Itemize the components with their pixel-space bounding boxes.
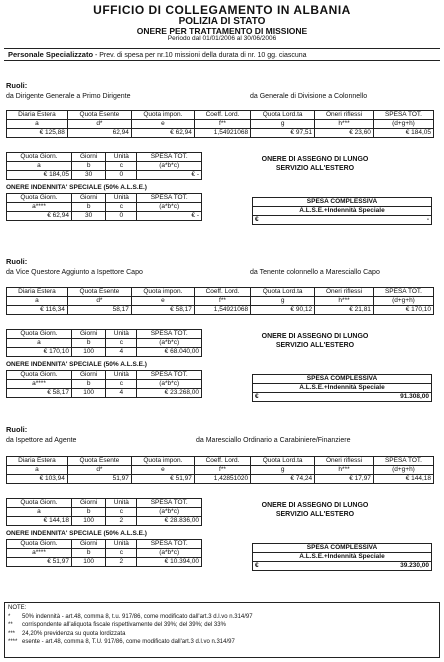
value-cell: € 28.836,00 bbox=[137, 517, 202, 526]
col-code: c bbox=[106, 203, 137, 212]
main-code-row bbox=[7, 297, 434, 306]
col-code: e bbox=[131, 120, 194, 129]
col-header: Unità bbox=[106, 499, 137, 508]
value-cell: € 17,97 bbox=[315, 475, 374, 484]
col-code: h*** bbox=[315, 466, 374, 475]
col-header: Giorni bbox=[71, 194, 105, 203]
ind-value-row bbox=[7, 212, 202, 221]
col-header: Coeff. Lord. bbox=[194, 457, 250, 466]
col-code: g bbox=[251, 466, 315, 475]
col-header: SPESA TOT. bbox=[373, 288, 433, 297]
total-subtitle: A.L.S.E.+Indennità Speciale bbox=[253, 384, 432, 393]
main-value-row bbox=[7, 129, 434, 138]
indennita-table bbox=[6, 539, 202, 567]
col-header: Quota Giorn. bbox=[7, 330, 72, 339]
col-header: Diaria Estera bbox=[7, 111, 68, 120]
office-title: UFFICIO DI COLLEGAMENTO IN ALBANIA bbox=[93, 3, 351, 17]
value-cell: € 116,34 bbox=[7, 306, 68, 315]
col-header: SPESA TOT. bbox=[373, 457, 433, 466]
onere-line: ONERE DI ASSEGNO DI LUNGO bbox=[261, 156, 369, 163]
alse-value-row bbox=[7, 171, 202, 180]
main-table bbox=[6, 287, 434, 315]
col-code: e bbox=[131, 466, 194, 475]
col-code: b bbox=[71, 549, 105, 558]
alse-header-row bbox=[7, 153, 202, 162]
value-cell: € 184,05 bbox=[373, 129, 433, 138]
total-value: € - bbox=[253, 216, 432, 225]
col-header: Quota Esente bbox=[67, 288, 131, 297]
value-cell: 4 bbox=[106, 389, 137, 398]
col-header: Unità bbox=[106, 153, 137, 162]
section-from-rank: da Dirigente Generale a Primo Dirigente bbox=[6, 93, 131, 100]
value-cell: € 74,24 bbox=[251, 475, 315, 484]
col-code: (d+g+h) bbox=[373, 120, 433, 129]
section-ruoli-label: Ruoli: bbox=[6, 81, 28, 90]
value-cell: € 170,10 bbox=[7, 348, 72, 357]
col-header: Giorni bbox=[71, 540, 105, 549]
section-to-rank: da Maresciallo Ordinario a Carabiniere/Finanziere bbox=[196, 437, 351, 444]
value-cell: € 58,17 bbox=[7, 389, 72, 398]
onere-line: ONERE DI ASSEGNO DI LUNGO bbox=[261, 333, 369, 340]
col-code: a bbox=[7, 120, 68, 129]
total-title-row bbox=[253, 544, 432, 553]
value-cell: € 62,94 bbox=[131, 129, 194, 138]
col-header: SPESA TOT. bbox=[137, 540, 202, 549]
total-value-row bbox=[253, 393, 432, 402]
onere-line: SERVIZIO ALL'ESTERO bbox=[275, 164, 355, 172]
value-cell: € 51,97 bbox=[131, 475, 194, 484]
col-code: e bbox=[131, 297, 194, 306]
col-header: Oneri riflessi bbox=[315, 288, 374, 297]
col-code: f** bbox=[194, 297, 250, 306]
col-code: d* bbox=[67, 466, 131, 475]
col-header: Giorni bbox=[71, 153, 105, 162]
col-code: a bbox=[7, 339, 72, 348]
onere-lungo-label bbox=[240, 333, 390, 351]
value-cell: 1,54921068 bbox=[194, 129, 250, 138]
value-cell: € - bbox=[137, 212, 202, 221]
col-code: d* bbox=[67, 120, 131, 129]
value-cell: € 144,18 bbox=[373, 475, 433, 484]
col-code: g bbox=[251, 120, 315, 129]
onere-lungo-label bbox=[240, 156, 390, 174]
col-code: a bbox=[7, 508, 72, 517]
col-header: Quota Giorn. bbox=[7, 499, 72, 508]
ind-code-row bbox=[7, 380, 202, 389]
ind-value-row bbox=[7, 389, 202, 398]
note-text: esente - art.48, comma 8, T.U. 917/86, come modificato dall'art.3 d.l.vo n.314/97 bbox=[22, 639, 235, 646]
note-line bbox=[8, 621, 436, 630]
ind-header-row bbox=[7, 540, 202, 549]
value-cell: € 62,94 bbox=[7, 212, 72, 221]
main-header-row bbox=[7, 457, 434, 466]
value-cell: 2 bbox=[106, 558, 137, 567]
note-mark: **** bbox=[8, 639, 18, 646]
value-cell: € 184,05 bbox=[7, 171, 72, 180]
col-header: Giorni bbox=[71, 330, 105, 339]
col-code: a bbox=[7, 297, 68, 306]
value-cell: € 103,94 bbox=[7, 475, 68, 484]
note-line bbox=[8, 638, 436, 647]
main-table bbox=[6, 456, 434, 484]
value-cell: € 125,88 bbox=[7, 129, 68, 138]
value-cell: 0 bbox=[106, 212, 137, 221]
col-header: Quota Lord.ta bbox=[251, 288, 315, 297]
value-cell: € 51,97 bbox=[7, 558, 72, 567]
main-header-row bbox=[7, 111, 434, 120]
col-header: Unità bbox=[106, 194, 137, 203]
col-header: Quota Giorn. bbox=[7, 540, 72, 549]
note-text: 24,20% previdenza su quota lordizzata bbox=[22, 630, 126, 637]
value-cell: 100 bbox=[71, 558, 105, 567]
col-code: (a*b*c) bbox=[137, 549, 202, 558]
note-mark: * bbox=[8, 613, 11, 620]
alse-table bbox=[6, 329, 202, 357]
ind-code-row bbox=[7, 203, 202, 212]
value-cell: 2 bbox=[106, 517, 137, 526]
col-code: c bbox=[106, 339, 137, 348]
col-code: c bbox=[106, 549, 137, 558]
main-value-row bbox=[7, 306, 434, 315]
total-value: € 91.308,00 bbox=[253, 393, 432, 402]
value-cell: 1,42851020 bbox=[194, 475, 250, 484]
col-code: (a*b*c) bbox=[137, 339, 202, 348]
value-cell: € 144,18 bbox=[7, 517, 72, 526]
col-header: Diaria Estera bbox=[7, 288, 68, 297]
col-header: Quota Giorn. bbox=[7, 194, 72, 203]
col-header: Quota Lord.ta bbox=[251, 457, 315, 466]
note-line bbox=[8, 630, 436, 639]
indennita-label: ONERE INDENNITA' SPECIALE (50% A.L.S.E.) bbox=[6, 184, 147, 191]
value-cell: 100 bbox=[71, 348, 105, 357]
total-title: SPESA COMPLESSIVA bbox=[253, 544, 432, 553]
note-mark: *** bbox=[8, 630, 16, 637]
total-sub-row bbox=[253, 207, 432, 216]
col-code: (d+g+h) bbox=[373, 297, 433, 306]
main-table bbox=[6, 110, 434, 138]
total-box bbox=[252, 543, 432, 571]
col-code: (a*b*c) bbox=[137, 203, 202, 212]
col-code: a bbox=[7, 162, 72, 171]
total-title: SPESA COMPLESSIVA bbox=[253, 198, 432, 207]
indennita-label: ONERE INDENNITA' SPECIALE (50% A.L.S.E.) bbox=[6, 361, 147, 368]
col-header: SPESA TOT. bbox=[137, 194, 202, 203]
col-code: f** bbox=[194, 466, 250, 475]
col-code: (a*b*c) bbox=[137, 162, 202, 171]
col-code: (a*b*c) bbox=[137, 380, 202, 389]
onere-line: ONERE DI ASSEGNO DI LUNGO bbox=[261, 502, 369, 509]
total-box bbox=[252, 197, 432, 225]
value-cell: € 170,10 bbox=[373, 306, 433, 315]
section-from-rank: da Vice Questore Aggiunto a Ispettore Capo bbox=[6, 269, 143, 276]
note-mark: ** bbox=[8, 622, 13, 629]
col-header: SPESA TOT. bbox=[137, 153, 202, 162]
col-header: Oneri riflessi bbox=[315, 111, 374, 120]
value-cell: 100 bbox=[71, 517, 105, 526]
col-code: a**** bbox=[7, 380, 72, 389]
personnel-label: Personale Specializzato bbox=[8, 49, 94, 59]
alse-value-row bbox=[7, 348, 202, 357]
col-code: b bbox=[71, 162, 105, 171]
value-cell: 30 bbox=[71, 212, 105, 221]
note-line bbox=[8, 613, 436, 622]
alse-code-row bbox=[7, 508, 202, 517]
col-header: Quota Lord.ta bbox=[251, 111, 315, 120]
col-header: Unità bbox=[106, 371, 137, 380]
total-box bbox=[252, 374, 432, 402]
col-header: Quota Giorn. bbox=[7, 371, 72, 380]
col-header: Coeff. Lord. bbox=[194, 288, 250, 297]
main-code-row bbox=[7, 466, 434, 475]
total-subtitle: A.L.S.E.+Indennità Speciale bbox=[253, 553, 432, 562]
value-cell: € 58,17 bbox=[131, 306, 194, 315]
col-code: b bbox=[71, 339, 105, 348]
col-code: b bbox=[71, 508, 105, 517]
col-header: Coeff. Lord. bbox=[194, 111, 250, 120]
value-cell: 4 bbox=[106, 348, 137, 357]
value-cell: 100 bbox=[71, 389, 105, 398]
section-from-rank: da Ispettore ad Agente bbox=[6, 437, 77, 444]
alse-header-row bbox=[7, 499, 202, 508]
section-to-rank: da Generale di Divisione a Colonnello bbox=[250, 93, 368, 100]
personnel-line bbox=[4, 48, 440, 61]
section-ruoli-label: Ruoli: bbox=[6, 257, 28, 266]
value-cell: 51,97 bbox=[67, 475, 131, 484]
col-code: c bbox=[106, 508, 137, 517]
alse-code-row bbox=[7, 162, 202, 171]
ind-value-row bbox=[7, 558, 202, 567]
value-cell: 1,54921068 bbox=[194, 306, 250, 315]
total-title-row bbox=[253, 198, 432, 207]
total-value-row bbox=[253, 562, 432, 571]
value-cell: € 10.394,00 bbox=[137, 558, 202, 567]
period-line: Periodo dal 01/01/2006 al 30/06/2006 bbox=[167, 35, 277, 43]
indennita-table bbox=[6, 193, 202, 221]
onere-lungo-label bbox=[240, 502, 390, 520]
value-cell: € 23.268,00 bbox=[137, 389, 202, 398]
main-header-row bbox=[7, 288, 434, 297]
col-header: Quota Esente bbox=[67, 111, 131, 120]
value-cell: € 23,60 bbox=[315, 129, 374, 138]
col-header: Oneri riflessi bbox=[315, 457, 374, 466]
col-code: a**** bbox=[7, 549, 72, 558]
col-code: a bbox=[7, 466, 68, 475]
alse-code-row bbox=[7, 339, 202, 348]
col-code: g bbox=[251, 297, 315, 306]
indennita-table bbox=[6, 370, 202, 398]
agency-name: POLIZIA DI STATO bbox=[178, 15, 266, 27]
col-code: c bbox=[106, 380, 137, 389]
total-title-row bbox=[253, 375, 432, 384]
col-code: a**** bbox=[7, 203, 72, 212]
value-cell: 62,94 bbox=[67, 129, 131, 138]
note-text: 50% indennità - art.48, comma 8, t.u. 917/86, come modificato dall'art.3 d.l.vo n.314/97 bbox=[22, 613, 253, 620]
col-header: Quota impon. bbox=[131, 111, 194, 120]
col-code: c bbox=[106, 162, 137, 171]
indennita-label: ONERE INDENNITA' SPECIALE (50% A.L.S.E.) bbox=[6, 530, 147, 537]
col-header: SPESA TOT. bbox=[373, 111, 433, 120]
onere-line: SERVIZIO ALL'ESTERO bbox=[275, 341, 355, 349]
col-code: h*** bbox=[315, 120, 374, 129]
col-header: Unità bbox=[106, 330, 137, 339]
col-code: b bbox=[71, 203, 105, 212]
value-cell: 0 bbox=[106, 171, 137, 180]
total-subtitle: A.L.S.E.+Indennità Speciale bbox=[253, 207, 432, 216]
total-value-row bbox=[253, 216, 432, 225]
value-cell: 30 bbox=[71, 171, 105, 180]
total-title: SPESA COMPLESSIVA bbox=[253, 375, 432, 384]
document-header bbox=[0, 0, 444, 43]
section-to-rank: da Tenente colonnello a Maresciallo Capo bbox=[250, 269, 380, 276]
section-ruoli-label: Ruoli: bbox=[6, 425, 28, 434]
alse-table bbox=[6, 498, 202, 526]
col-code: (d+g+h) bbox=[373, 466, 433, 475]
note-text: corrispondente all'aliquota fiscale rispettivamente del 39%; del 39%; del 33% bbox=[22, 622, 226, 629]
col-header: SPESA TOT. bbox=[137, 499, 202, 508]
notes-title: NOTE: bbox=[8, 605, 27, 611]
notes-box bbox=[4, 602, 440, 658]
document-subject: ONERE PER TRATTAMENTO DI MISSIONE bbox=[136, 26, 308, 37]
col-header: Unità bbox=[106, 540, 137, 549]
main-code-row bbox=[7, 120, 434, 129]
ind-code-row bbox=[7, 549, 202, 558]
ind-header-row bbox=[7, 194, 202, 203]
value-cell: € 21,81 bbox=[315, 306, 374, 315]
value-cell: 58,17 bbox=[67, 306, 131, 315]
value-cell: € 68.040,00 bbox=[137, 348, 202, 357]
value-cell: € - bbox=[137, 171, 202, 180]
main-value-row bbox=[7, 475, 434, 484]
total-sub-row bbox=[253, 384, 432, 393]
col-header: Quota Giorn. bbox=[7, 153, 72, 162]
col-header: Giorni bbox=[71, 371, 105, 380]
onere-line: SERVIZIO ALL'ESTERO bbox=[275, 510, 355, 518]
alse-header-row bbox=[7, 330, 202, 339]
value-cell: € 97,51 bbox=[251, 129, 315, 138]
alse-table bbox=[6, 152, 202, 180]
ind-header-row bbox=[7, 371, 202, 380]
alse-value-row bbox=[7, 517, 202, 526]
col-header: Diaria Estera bbox=[7, 457, 68, 466]
col-header: Quota impon. bbox=[131, 457, 194, 466]
col-header: SPESA TOT. bbox=[137, 371, 202, 380]
col-header: SPESA TOT. bbox=[137, 330, 202, 339]
col-header: Giorni bbox=[71, 499, 105, 508]
col-header: Quota impon. bbox=[131, 288, 194, 297]
col-code: d* bbox=[67, 297, 131, 306]
col-code: f** bbox=[194, 120, 250, 129]
col-header: Quota Esente bbox=[67, 457, 131, 466]
total-sub-row bbox=[253, 553, 432, 562]
personnel-desc: - Prev. di spesa per nr.10 missioni della durata di nr. 10 gg. ciascuna bbox=[93, 51, 307, 59]
col-code: (a*b*c) bbox=[137, 508, 202, 517]
col-code: h*** bbox=[315, 297, 374, 306]
total-value: € 39.230,00 bbox=[253, 562, 432, 571]
col-code: b bbox=[71, 380, 105, 389]
value-cell: € 90,12 bbox=[251, 306, 315, 315]
